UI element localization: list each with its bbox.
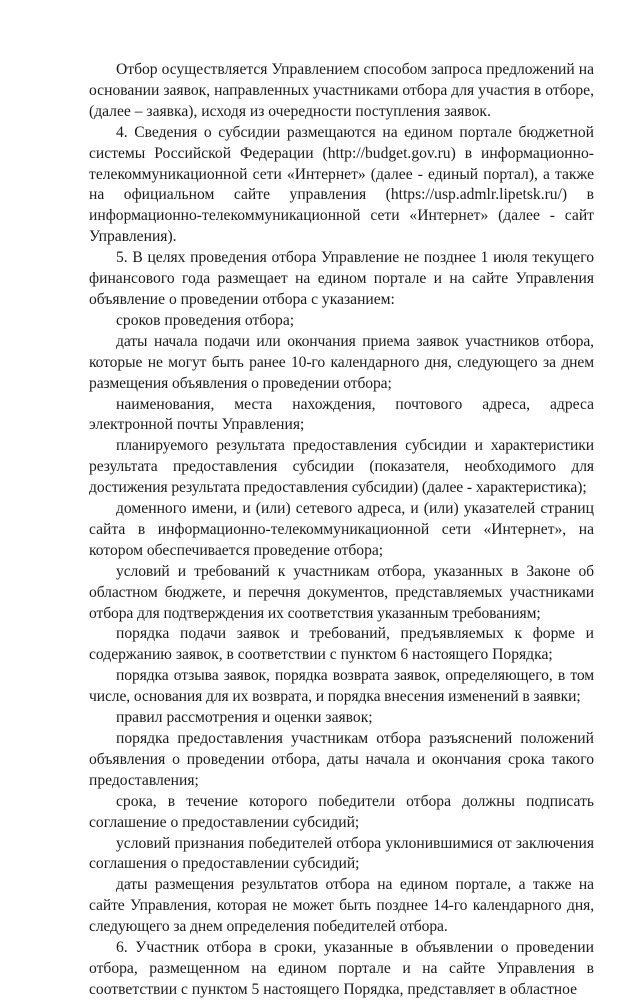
list-item-review-rules: правил рассмотрения и оценки заявок; xyxy=(116,709,373,727)
paragraph-item-6-participant: 6. Участник отбора в сроки, указанные в объявлении о проведении отбора, размещенном на едином портале и на сайте Управления в соответствии с пунктом 5 настоящего Порядка, представляет в областное xyxy=(89,939,594,998)
list-item-planned-result: планируемого результата предоставления субсидии и характеристики результата предоставления субсидии (показателя, необходимого для достижения результата предоставления субсидии) (далее - характеристика); xyxy=(89,437,594,497)
list-item-office-contacts: наименования, места нахождения, почтового адреса, адреса электронной почты Управления; xyxy=(89,395,594,434)
list-item-application-dates: даты начала подачи или окончания приема заявок участников отбора, которые не могут быть ранее 10-го календарного дня, следующего за днем размещения объявления о проведении отбора; xyxy=(89,332,594,392)
list-item-results-publication: даты размещения результатов отбора на едином портале, а также на сайте Управления, которая не может быть позднее 14-го календарного дня, следующего за днем определения победителей отбора. xyxy=(89,876,594,936)
document-page xyxy=(89,60,594,1001)
list-item-domain-name: доменного имени, и (или) сетевого адреса, и (или) указателей страниц сайта в информационно-телекоммуникационной сети «Интернет», на котором обеспечивается проведение отбора; xyxy=(89,500,594,559)
list-item-selection-period: сроков проведения отбора; xyxy=(116,311,295,329)
paragraph-selection-method: Отбор осуществляется Управлением способом запроса предложений на основании заявок, направленных участниками отбора для участия в отборе, (далее – заявка), исходя из очередности поступления заявок. xyxy=(89,61,594,120)
list-item-withdrawal-procedure: порядка отзыва заявок, порядка возврата заявок, определяющего, в том числе, основания для их возврата, и порядка внесения изменений в заявки; xyxy=(89,667,594,706)
list-item-participant-requirements: условий и требований к участникам отбора, указанных в Законе об областном бюджете, и перечня документов, представляемых участниками отбора для подтверждения их соответствия указанным требованиям; xyxy=(89,562,594,622)
paragraph-item-5-announcement: 5. В целях проведения отбора Управление не позднее 1 июля текущего финансового года размещает на едином портале и на сайте Управления объявление о проведении отбора с указанием: xyxy=(89,249,594,308)
list-item-clarification-procedure: порядка предоставления участникам отбора разъяснений положений объявления о проведении отбора, даты начала и окончания срока такого предоставления; xyxy=(89,730,594,789)
paragraph-item-4-subsidy-info: 4. Сведения о субсидии размещаются на едином портале бюджетной системы Российской Федерации (http://budget.gov.ru) в информационно-телекоммуникационной сети «Интернет» (далее - единый портал), а также на официальном сайте управления (https://usp.admlr.lipetsk.ru/) в информационно-телекоммуникационной сети «Интернет» (далее - сайт Управления). xyxy=(89,123,594,246)
list-item-application-procedure: порядка подачи заявок и требований, предъявляемых к форме и содержанию заявок, в соответствии с пунктом 6 настоящего Порядка; xyxy=(89,625,594,664)
list-item-signing-deadline: срока, в течение которого победители отбора должны подписать соглашение о предоставлении субсидий; xyxy=(89,792,594,831)
list-item-evasion-conditions: условий признания победителей отбора уклонившимися от заключения соглашения о предоставлении субсидий; xyxy=(89,834,594,873)
